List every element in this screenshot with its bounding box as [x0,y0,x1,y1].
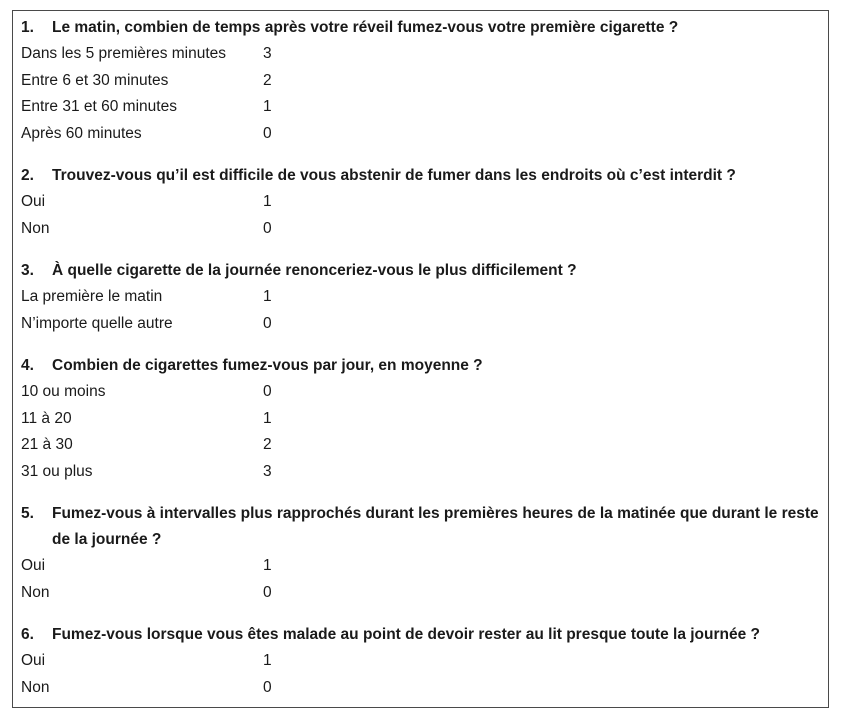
question-text: Combien de cigarettes fumez-vous par jour, en moyenne ? [52,357,483,374]
answer-label: Après 60 minutes [21,124,142,142]
answer-score: 1 [263,652,272,669]
question-text: Trouvez-vous qu’il est difficile de vous abstenir de fumer dans les endroits où c’est interdit ? [52,167,736,184]
answer-row [21,68,820,95]
answer-score: 2 [263,436,272,453]
answer-row [21,648,820,675]
answer-score: 3 [263,462,272,480]
answer-row [21,94,820,121]
answer-score: 1 [263,409,272,427]
question-5 [21,501,820,606]
answer-row [21,379,820,406]
answer-score: 1 [263,193,272,210]
question-text: Fumez-vous à intervalles plus rapprochés durant les premières heures de la matinée que durant le reste de la journée ? [52,505,819,548]
question-4 [21,353,820,485]
answer-label: La première le matin [21,288,163,305]
answer-row [21,41,820,68]
answer-row [21,189,820,216]
questionnaire-box [12,10,829,708]
question-2 [21,163,820,242]
answer-score: 3 [263,45,272,62]
answer-label: Oui [21,193,46,210]
answer-label: 21 à 30 [21,436,73,453]
answer-label: N’importe quelle autre [21,314,173,332]
answer-score: 0 [263,583,272,601]
answer-row [21,284,820,311]
question-number: 6. [21,626,34,643]
question-heading [21,15,820,41]
question-number: 2. [21,167,34,184]
question-number: 1. [21,19,34,36]
answer-label: Non [21,219,50,237]
answer-row [21,121,820,148]
answer-label: 11 à 20 [21,409,72,427]
answer-score: 1 [263,98,272,115]
question-heading [21,353,820,379]
question-3 [21,258,820,337]
question-text: Le matin, combien de temps après votre réveil fumez-vous votre première cigarette ? [52,19,679,36]
answer-label: Non [21,678,50,696]
answer-row [21,216,820,243]
answer-row [21,675,820,702]
answer-row [21,553,820,580]
answer-row [21,432,820,459]
answer-score: 1 [263,557,272,574]
answer-label: 31 ou plus [21,462,93,480]
question-number: 5. [21,505,34,522]
question-6 [21,622,820,701]
answer-score: 0 [263,314,272,332]
answer-label: Dans les 5 premières minutes [21,45,227,62]
question-heading [21,258,820,284]
answer-score: 0 [263,383,272,400]
answer-row [21,580,820,607]
question-text: À quelle cigarette de la journée renonceriez-vous le plus difficilement ? [52,262,577,279]
question-heading [21,622,820,648]
question-number: 4. [21,357,34,374]
answer-label: Entre 6 et 30 minutes [21,71,169,89]
answer-score: 1 [263,288,272,305]
question-heading [21,163,820,189]
answer-label: Entre 31 et 60 minutes [21,98,177,115]
answer-label: 10 ou moins [21,383,106,400]
question-1 [21,15,820,147]
question-heading [21,501,820,553]
answer-score: 0 [263,124,272,142]
answer-score: 0 [263,219,272,237]
answer-label: Oui [21,557,46,574]
answer-label: Non [21,583,50,601]
question-number: 3. [21,262,34,279]
answer-row [21,311,820,338]
answer-score: 0 [263,678,272,696]
question-text: Fumez-vous lorsque vous êtes malade au point de devoir rester au lit presque toute la journée ? [52,626,760,643]
answer-label: Oui [21,652,46,669]
answer-row [21,406,820,433]
answer-row [21,459,820,486]
answer-score: 2 [263,71,272,89]
